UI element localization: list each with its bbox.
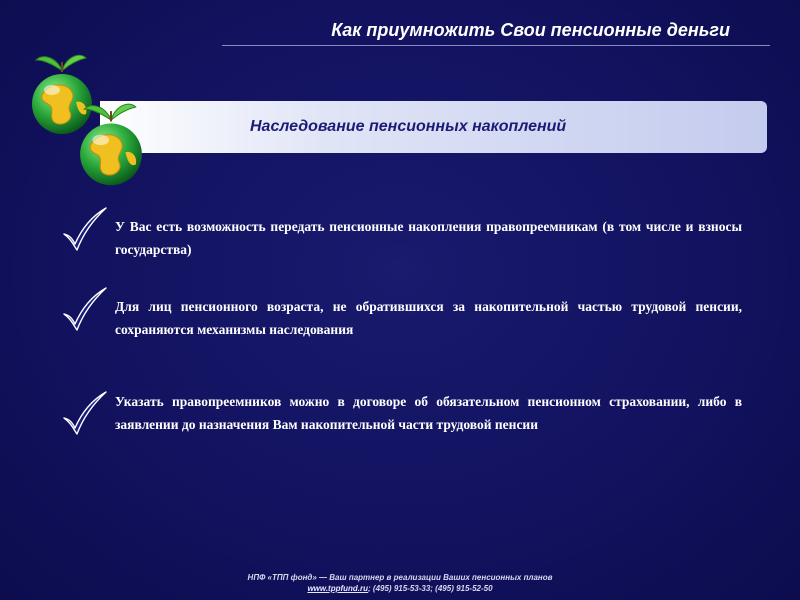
footer-phones: ; (495) 915-53-33; (495) 915-52-50 — [368, 584, 493, 593]
title-divider — [222, 45, 770, 46]
check-icon — [60, 284, 110, 334]
item-text: Указать правопреемников можно в договоре об обязательном пенсионном страховании, либо в заявлении до назначения Вам накопительной части трудовой пенсии — [115, 394, 742, 432]
section-banner — [100, 101, 767, 153]
check-icon — [60, 204, 110, 254]
footer-tagline: НПФ «ТПП фонд» — Ваш партнер в реализации Ваших пенсионных планов — [247, 573, 553, 582]
footer-contacts — [0, 583, 800, 594]
check-icon — [60, 388, 110, 438]
website-link[interactable]: www.tppfund.ru — [307, 584, 369, 593]
list-item — [60, 388, 750, 468]
section-title: Наследование пенсионных накоплений — [250, 118, 567, 135]
list-item — [60, 284, 750, 344]
list-item — [60, 204, 750, 264]
slide-title: Как приумножить Свои пенсионные деньги — [331, 20, 730, 40]
item-text: У Вас есть возможность передать пенсионные накопления правопреемникам (в том числе и взносы государства) — [115, 219, 742, 257]
globe-apple-icon — [76, 94, 146, 190]
item-text: Для лиц пенсионного возраста, не обратившихся за накопительной частью трудовой пенсии, сохраняются механизмы наследования — [115, 299, 742, 337]
footer — [0, 572, 800, 594]
